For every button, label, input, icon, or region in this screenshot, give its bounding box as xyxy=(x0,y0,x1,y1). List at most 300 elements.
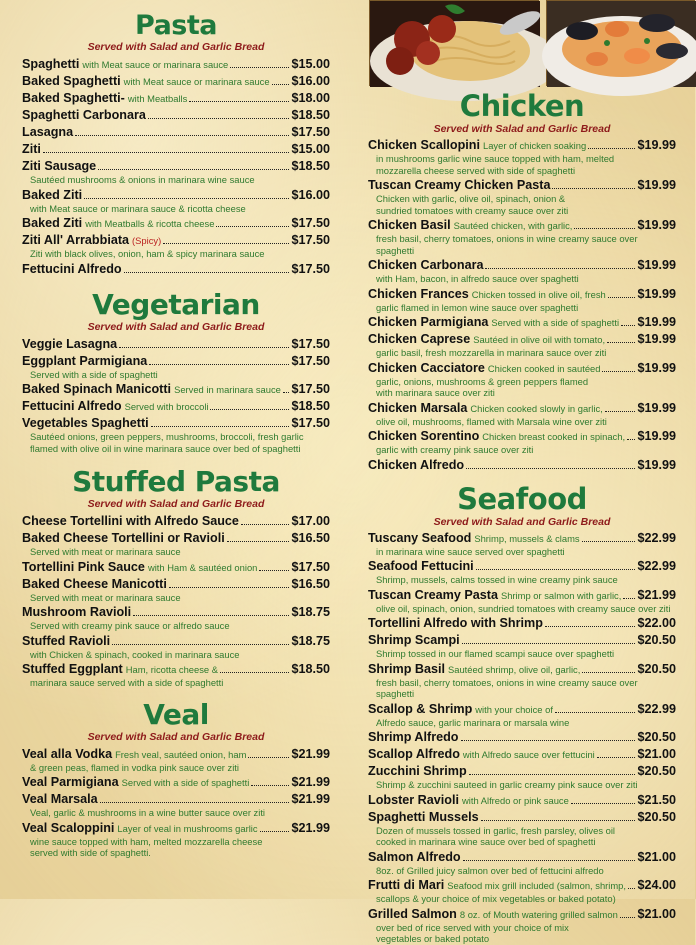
menu-item-name: Shrimp Alfredo xyxy=(368,730,459,744)
section-veal-header xyxy=(22,697,330,743)
section-subtitle: Served with Salad and Garlic Bread xyxy=(433,123,611,135)
menu-item-price: $20.50 xyxy=(637,661,676,676)
menu-item-price: $17.00 xyxy=(291,514,330,528)
dot-leader xyxy=(75,135,289,136)
dot-leader xyxy=(588,148,635,149)
dot-leader xyxy=(481,820,636,821)
menu-item-price: $18.50 xyxy=(291,108,330,122)
menu-item-name: Veggie Lasagna xyxy=(22,336,118,351)
menu-item-description: 8oz. of Grilled juicy salmon over bed of fettucini alfredo xyxy=(376,864,604,876)
menu-item-price: $17.50 xyxy=(291,559,330,574)
menu-item-line xyxy=(368,907,676,922)
menu-item-note: with your choice of xyxy=(475,703,553,715)
menu-item-price: $22.99 xyxy=(637,559,676,573)
menu-item-name: Lobster Ravioli xyxy=(368,792,459,807)
dot-leader xyxy=(582,672,635,673)
dot-leader xyxy=(227,541,290,542)
menu-item-description: Veal, garlic & mushrooms in a wine butter sauce over ziti xyxy=(30,807,266,818)
menu-item xyxy=(22,354,330,381)
section-title: Vegetarian xyxy=(92,287,260,321)
menu-item-description: garlic with creamy pink sauce over ziti xyxy=(376,444,534,455)
dot-leader xyxy=(216,226,289,227)
menu-item-price: $22.00 xyxy=(637,616,676,630)
menu-item-price: $15.00 xyxy=(291,142,330,156)
dot-leader xyxy=(628,888,635,889)
dot-leader xyxy=(283,392,290,393)
menu-item-note: Shrimp, mussels & clams xyxy=(474,532,580,544)
menu-item-line xyxy=(368,287,676,302)
menu-item-name: Spaghetti Carbonara xyxy=(22,108,146,122)
menu-item-price: $19.99 xyxy=(637,315,676,329)
menu-item-description: over bed of rice served with your choice of mix xyxy=(376,921,569,933)
dot-leader xyxy=(469,774,636,775)
menu-item-description: & green peas, flamed in vodka pink sauce over ziti xyxy=(30,761,239,773)
menu-item-note: Chicken cooked slowly in garlic, xyxy=(470,402,603,414)
menu-item xyxy=(368,588,676,615)
menu-item-description: Served with meat or marinara sauce xyxy=(30,591,181,603)
menu-item-description: in marinara wine sauce served over spaghetti xyxy=(376,545,565,557)
menu-item-note: with Alfredo sauce over fettucini xyxy=(462,749,595,760)
menu-item-price: $18.75 xyxy=(291,605,330,619)
menu-item-note: Served with broccoli xyxy=(124,401,209,412)
menu-item-price: $17.50 xyxy=(291,125,330,139)
menu-item-price: $21.99 xyxy=(291,775,330,789)
menu-item-name: Fettucini Alfredo xyxy=(22,399,122,413)
menu-item-price: $21.99 xyxy=(291,792,330,806)
menu-item xyxy=(22,108,330,123)
menu-item-price: $18.75 xyxy=(291,633,330,648)
menu-item-name: Fettucini Alfredo xyxy=(22,261,122,276)
menu-item-description: garlic flamed in lemon wine sauce over spaghetti xyxy=(376,301,579,313)
menu-item-line xyxy=(368,588,676,603)
menu-item xyxy=(368,401,676,428)
menu-item xyxy=(368,178,676,216)
section-stuffed-header xyxy=(22,465,330,510)
section-vegetarian xyxy=(22,287,330,455)
menu-item-description: Shrimp tossed in our flamed scampi sauce over spaghetti xyxy=(376,648,615,659)
menu-item-name: Chicken Scallopini xyxy=(368,138,480,152)
menu-item xyxy=(22,416,330,454)
dot-leader xyxy=(463,860,636,861)
menu-item-line xyxy=(368,218,676,233)
menu-item-line xyxy=(22,775,330,790)
menu-item-name: Chicken Alfredo xyxy=(368,457,465,472)
menu-item xyxy=(368,531,676,558)
menu-item-description: marinara sauce served with a side of spaghetti xyxy=(30,677,224,688)
dot-leader xyxy=(608,297,636,298)
menu-item-name: Baked Ziti xyxy=(22,216,83,230)
menu-item-line xyxy=(22,142,330,157)
menu-item xyxy=(368,850,676,877)
section-title: Pasta xyxy=(135,10,217,41)
menu-item-note: with Meatballs xyxy=(127,93,188,104)
dot-leader xyxy=(602,371,635,372)
menu-item-name: Chicken Sorentino xyxy=(368,429,480,443)
section-subtitle: Served with Salad and Garlic Bread xyxy=(87,41,265,53)
menu-item-line xyxy=(22,634,330,649)
menu-item-name: Tortellini Pink Sauce xyxy=(22,559,145,574)
menu-item xyxy=(22,125,330,140)
menu-item-line xyxy=(368,616,676,631)
menu-item xyxy=(368,747,676,762)
menu-item-name: Seafood Fettucini xyxy=(368,559,474,573)
menu-item-price: $21.00 xyxy=(637,906,676,921)
menu-item-line xyxy=(368,361,676,376)
menu-item-line xyxy=(368,559,676,574)
menu-item-note: Chicken tossed in olive oil, fresh xyxy=(471,288,606,300)
menu-item-note: Served with a side of spaghetti xyxy=(121,777,250,788)
menu-item-price: $19.99 xyxy=(637,360,676,375)
menu-item-name: Scallop Alfredo xyxy=(368,747,460,761)
section-chicken-header xyxy=(368,89,676,135)
menu-item-name: Chicken Caprese xyxy=(368,332,471,346)
menu-item-price: $16.00 xyxy=(291,187,330,202)
menu-item-line xyxy=(22,216,330,231)
menu-item-line xyxy=(22,605,330,620)
dot-leader xyxy=(620,917,636,918)
menu-item-line xyxy=(22,233,330,248)
menu-item-description: olive oil, spinach, onion, sundried tomatoes with creamy sauce over ziti xyxy=(376,602,671,614)
menu-item-name: Tuscan Creamy Pasta xyxy=(368,587,498,602)
seafood-pasta-photo xyxy=(546,0,695,86)
section-title: Stuffed Pasta xyxy=(72,465,280,498)
menu-item-note: Fresh veal, sautéed onion, ham xyxy=(115,748,247,760)
menu-item-line xyxy=(368,429,676,444)
menu-item-description: with marinara sauce over ziti xyxy=(376,387,495,398)
menu-item-name: Grilled Salmon xyxy=(368,906,457,921)
menu-item-description: Dozen of mussels tossed in garlic, fresh parsley, olives oil xyxy=(376,824,615,836)
menu-item-description: served with side of spaghetti. xyxy=(30,847,151,858)
section-title: Seafood xyxy=(457,481,587,516)
menu-item-line xyxy=(22,792,330,807)
menu-item xyxy=(368,458,676,473)
menu-item xyxy=(368,138,676,176)
menu-item-name: Baked Ziti xyxy=(22,187,83,202)
menu-item-note: with Meatballs & ricotta cheese xyxy=(85,218,215,229)
spaghetti-meatballs-photo xyxy=(369,0,539,86)
menu-item-line xyxy=(22,514,330,529)
menu-item-line xyxy=(22,125,330,140)
dot-leader xyxy=(607,342,635,343)
menu-item-line xyxy=(368,878,676,893)
menu-item-price: $19.99 xyxy=(637,429,676,443)
menu-item-line xyxy=(22,91,330,106)
menu-item xyxy=(22,142,330,157)
section-subtitle: Served with Salad and Garlic Bread xyxy=(433,515,611,528)
menu-item xyxy=(22,577,330,604)
menu-item-name: Chicken Parmigiana xyxy=(368,315,489,329)
dot-leader xyxy=(189,101,289,102)
section-veal xyxy=(22,697,330,859)
menu-item-description: wine sauce topped with ham, melted mozzarella cheese xyxy=(30,835,263,847)
dot-leader xyxy=(100,802,290,803)
dot-leader xyxy=(571,803,636,804)
menu-item-price: $19.99 xyxy=(637,332,676,346)
section-title: Veal xyxy=(143,697,209,731)
spaghetti-meatballs-image xyxy=(370,1,540,87)
menu-item-name: Veal alla Vodka xyxy=(22,746,113,761)
menu-item-note: Chicken cooked in sautéed xyxy=(487,362,601,374)
dot-leader xyxy=(84,198,289,199)
dot-leader xyxy=(623,598,635,599)
menu-item xyxy=(368,730,676,745)
dot-leader xyxy=(230,67,289,68)
menu-item-name: Veal Parmigiana xyxy=(22,775,119,789)
menu-item xyxy=(368,793,676,808)
dot-leader xyxy=(605,411,636,412)
menu-item-description: with Chicken & spinach, cooked in marinara sauce xyxy=(30,648,240,660)
menu-item xyxy=(368,764,676,791)
menu-item-note: Chicken breast cooked in spinach, xyxy=(482,431,626,442)
menu-item-line xyxy=(368,633,676,648)
menu-item-name: Baked Cheese Manicotti xyxy=(22,576,167,591)
menu-item-price: $17.50 xyxy=(291,216,330,230)
menu-item-price: $19.99 xyxy=(637,178,676,192)
menu-item-description: sundried tomatoes with creamy sauce over ziti xyxy=(376,204,569,216)
menu-item-name: Vegetables Spaghetti xyxy=(22,416,149,430)
menu-item-price: $17.50 xyxy=(291,233,330,247)
menu-item-name: Eggplant Parmigiana xyxy=(22,353,148,368)
menu-item xyxy=(22,91,330,106)
menu-item-description: with Ham, bacon, in alfredo sauce over spaghetti xyxy=(376,273,579,284)
menu-item-name: Zucchini Shrimp xyxy=(368,764,467,778)
veal-items xyxy=(22,747,330,859)
menu-item-description: Sautéed onions, green peppers, mushrooms, broccoli, fresh garlic xyxy=(30,431,304,442)
menu-item-price: $19.99 xyxy=(637,258,676,272)
menu-item-name: Baked Spinach Manicotti xyxy=(22,382,172,396)
menu-item-name: Chicken Marsala xyxy=(368,400,468,415)
stuffed-items xyxy=(22,514,330,689)
dot-leader xyxy=(485,268,635,269)
seafood-pasta-image xyxy=(547,1,696,87)
menu-item xyxy=(22,188,330,215)
menu-item xyxy=(22,634,330,661)
menu-item-note: with Ham & sautéed onion xyxy=(147,561,258,573)
menu-item xyxy=(22,821,330,859)
menu-item-name: Chicken Frances xyxy=(368,286,469,301)
menu-item-description: vegetables or baked potato xyxy=(376,933,490,944)
menu-item-price: $20.50 xyxy=(637,730,676,744)
dot-leader xyxy=(260,831,290,832)
menu-item-price: $18.00 xyxy=(291,91,330,105)
menu-item-price: $24.00 xyxy=(637,878,676,892)
menu-item-name: Lasagna xyxy=(22,125,74,139)
menu-item xyxy=(368,559,676,586)
menu-item xyxy=(368,702,676,729)
dot-leader xyxy=(461,740,636,741)
menu-item xyxy=(368,287,676,314)
menu-item-description: Served with creamy pink sauce or alfredo sauce xyxy=(30,620,230,631)
menu-item-name: Spaghetti Mussels xyxy=(368,809,479,824)
menu-item-line xyxy=(22,821,330,836)
menu-item-price: $16.00 xyxy=(291,74,330,88)
menu-item-note: Seafood mix grill included (salmon, shrimp, xyxy=(447,880,626,891)
menu-item-price: $21.99 xyxy=(291,746,330,761)
menu-item xyxy=(22,57,330,72)
menu-item xyxy=(22,531,330,558)
menu-item-name: Shrimp Scampi xyxy=(368,633,460,647)
section-vegetarian-header xyxy=(22,287,330,333)
menu-item-price: $21.99 xyxy=(637,587,676,602)
menu-item-line xyxy=(22,159,330,174)
menu-item-note: 8 oz. of Mouth watering grilled salmon xyxy=(459,908,618,920)
menu-item-price: $20.50 xyxy=(637,633,676,647)
dot-leader xyxy=(169,587,290,588)
menu-item-note: Served in marinara sauce xyxy=(174,384,281,395)
menu-item-note: Sautéed chicken, with garlic, xyxy=(453,220,573,231)
menu-item-name: Ziti xyxy=(22,142,41,156)
menu-item-line xyxy=(22,577,330,592)
menu-item-name: Ziti Sausage xyxy=(22,159,97,173)
menu-item-description: Alfredo sauce, garlic marinara or marsala wine xyxy=(376,716,570,728)
menu-item xyxy=(368,258,676,285)
menu-item xyxy=(22,233,330,260)
menu-item-price: $17.50 xyxy=(291,261,330,276)
dot-leader xyxy=(43,152,290,153)
menu-item-line xyxy=(22,399,330,414)
menu-item-price: $21.00 xyxy=(637,747,676,761)
menu-item-line xyxy=(368,810,676,825)
menu-item-description: Shrimp, mussels, calms tossed in wine creamy pink sauce xyxy=(376,574,618,585)
menu-item xyxy=(22,514,330,529)
menu-item-price: $17.50 xyxy=(291,382,330,396)
menu-item xyxy=(22,216,330,231)
menu-item-name: Chicken Cacciatore xyxy=(368,360,485,375)
menu-item xyxy=(22,792,330,819)
menu-item-line xyxy=(368,764,676,779)
dot-leader xyxy=(248,757,289,758)
menu-item-name: Baked Spaghetti xyxy=(22,74,121,88)
menu-item-name: Tuscany Seafood xyxy=(368,530,472,545)
menu-item-price: $18.50 xyxy=(291,159,330,173)
dot-leader xyxy=(621,325,635,326)
dot-leader xyxy=(582,541,636,542)
menu-item-line xyxy=(368,850,676,865)
menu-item xyxy=(22,337,330,352)
dot-leader xyxy=(112,644,289,645)
menu-item-line xyxy=(368,793,676,808)
menu-item-note: Layer of veal in mushrooms garlic xyxy=(117,822,258,834)
section-stuffed-pasta xyxy=(22,465,330,689)
menu-item xyxy=(22,747,330,774)
section-subtitle: Served with Salad and Garlic Bread xyxy=(87,498,265,510)
menu-item-name: Mushroom Ravioli xyxy=(22,605,132,619)
menu-item xyxy=(22,560,330,575)
left-column xyxy=(22,0,330,859)
menu-item-note: with Meat sauce or marinara sauce xyxy=(82,59,229,70)
pasta-items xyxy=(22,57,330,277)
menu-item xyxy=(22,605,330,632)
menu-item-description: Served with meat or marinara sauce xyxy=(30,546,181,557)
dot-leader xyxy=(476,569,636,570)
menu-item-description: cooked in marinara wine sauce over bed of spaghetti xyxy=(376,836,596,847)
menu-item-name: Scallop & Shrimp xyxy=(368,701,473,716)
menu-item-description: fresh basil, cherry tomatoes, onions in wine creamy sauce over spaghetti xyxy=(376,676,638,699)
menu-item xyxy=(368,361,676,399)
menu-item-price: $17.50 xyxy=(291,353,330,368)
dot-leader xyxy=(466,468,635,469)
section-seafood xyxy=(368,481,676,945)
menu-item-name: Stuffed Eggplant xyxy=(22,662,123,676)
dot-leader xyxy=(163,243,289,244)
right-column xyxy=(368,89,676,945)
menu-item xyxy=(368,907,676,945)
dot-leader xyxy=(462,643,636,644)
menu-item-price: $17.50 xyxy=(291,336,330,351)
dot-leader xyxy=(241,524,290,525)
menu-item-line xyxy=(368,178,676,193)
menu-item-line xyxy=(22,188,330,203)
dot-leader xyxy=(555,712,636,713)
menu-item-name: Tortellini Alfredo with Shrimp xyxy=(368,616,543,630)
menu-item-price: $16.50 xyxy=(291,576,330,591)
menu-item-name: Cheese Tortellini with Alfredo Sauce xyxy=(22,514,239,528)
menu-item-description: Ziti with black olives, onion, ham & spicy marinara sauce xyxy=(30,248,265,259)
menu-item-name: Shrimp Basil xyxy=(368,661,445,676)
menu-item-name: Salmon Alfredo xyxy=(368,849,461,864)
menu-item-price: $21.00 xyxy=(637,849,676,864)
menu-item-line xyxy=(22,662,330,677)
menu-item-line xyxy=(368,138,676,153)
vegetarian-items xyxy=(22,337,330,455)
menu-item-line xyxy=(22,531,330,546)
menu-item-note: with Alfredo or pink sauce xyxy=(461,794,569,806)
menu-item xyxy=(368,218,676,256)
menu-item-price: $20.50 xyxy=(637,764,676,778)
dot-leader xyxy=(597,757,636,758)
menu-item-price: $18.50 xyxy=(291,662,330,676)
menu-item xyxy=(368,616,676,631)
menu-item-description: Sautéed mushrooms & onions in marinara wine sauce xyxy=(30,174,255,185)
menu-item-description: Shrimp & zucchini sauteed in garlic creamy pink sauce over ziti xyxy=(376,779,638,790)
menu-item-line xyxy=(368,747,676,762)
menu-item-line xyxy=(368,332,676,347)
menu-item-price: $18.50 xyxy=(291,399,330,413)
dot-leader xyxy=(259,570,289,571)
dot-leader xyxy=(552,188,635,189)
section-subtitle: Served with Salad and Garlic Bread xyxy=(87,320,265,333)
menu-item-name: Stuffed Ravioli xyxy=(22,633,111,648)
menu-item xyxy=(22,74,330,89)
menu-item xyxy=(22,662,330,689)
menu-item-line xyxy=(22,382,330,397)
dot-leader xyxy=(627,439,635,440)
menu-item-name: Baked Spaghetti- xyxy=(22,91,125,105)
menu-item-name: Tuscan Creamy Chicken Pasta xyxy=(368,178,551,192)
menu-item-name: Veal Marsala xyxy=(22,792,98,806)
menu-item-line xyxy=(368,315,676,330)
menu-item-name: Chicken Carbonara xyxy=(368,258,484,272)
dot-leader xyxy=(272,84,290,85)
menu-item xyxy=(368,878,676,905)
menu-item-price: $19.99 xyxy=(637,218,676,232)
menu-item-price: $17.50 xyxy=(291,416,330,430)
menu-item-price: $20.50 xyxy=(637,809,676,824)
menu-item-note: Sautéed in olive oil with tomato, xyxy=(473,334,606,345)
menu-item-description: mozzarella cheese served with side of spaghetti xyxy=(376,164,576,176)
menu-item-line xyxy=(368,730,676,745)
menu-item xyxy=(368,429,676,456)
menu-item-line xyxy=(22,416,330,431)
menu-item-line xyxy=(22,74,330,89)
menu-item-description: Served with a side of spaghetti xyxy=(30,368,158,380)
menu-item xyxy=(368,662,676,700)
menu-item-price: $22.99 xyxy=(637,530,676,545)
dot-leader xyxy=(210,409,289,410)
menu-item-line xyxy=(22,262,330,277)
menu-item-line xyxy=(368,662,676,677)
menu-item xyxy=(368,810,676,848)
